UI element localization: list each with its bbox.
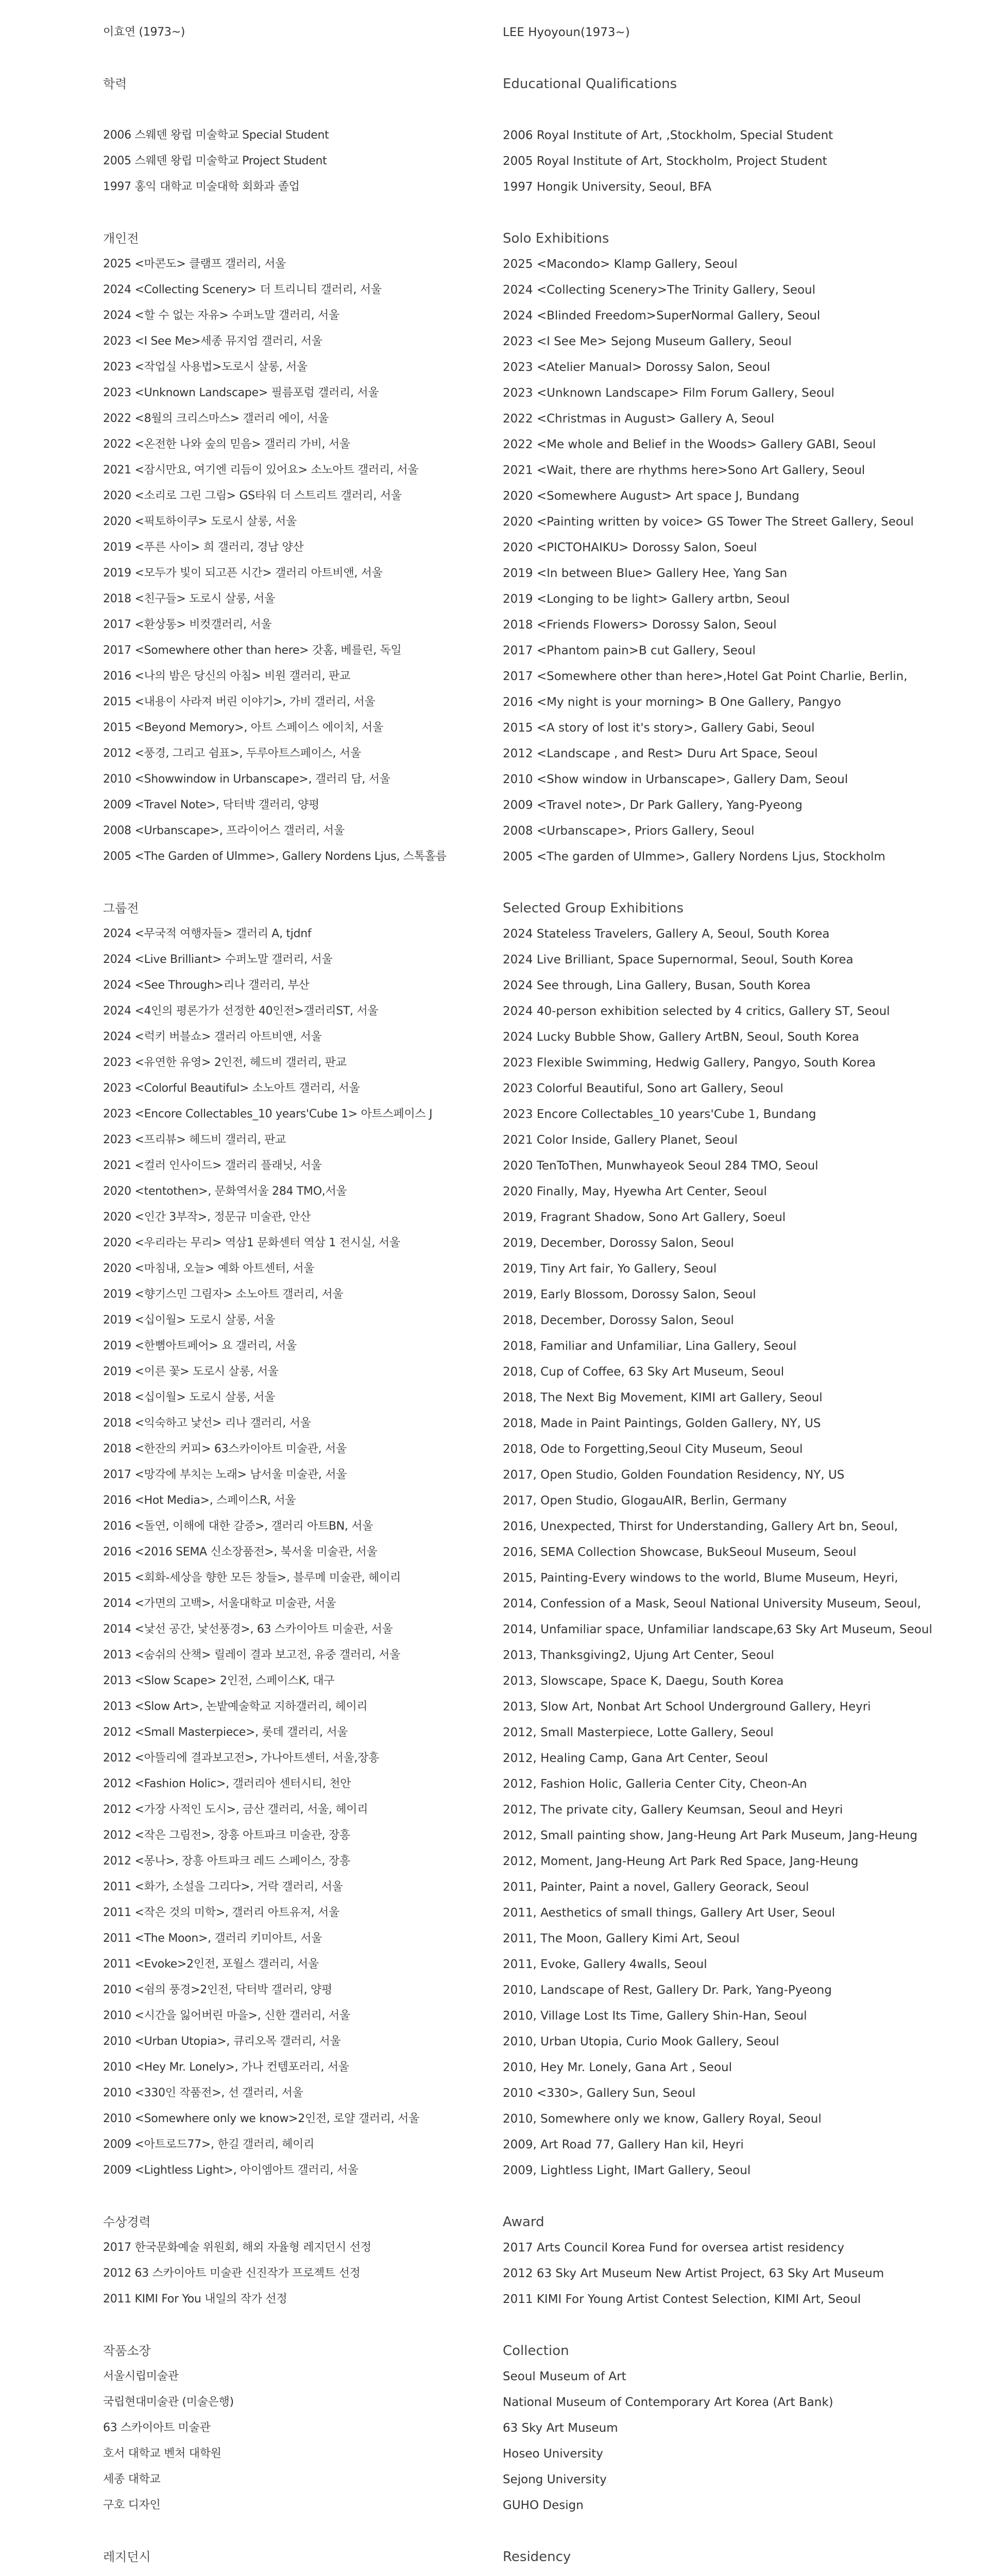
spacer <box>103 2570 494 2576</box>
section-heading: Selected Group Exhibitions <box>503 901 684 916</box>
cv-entry: 2015, Painting-Every windows to the world, Blume Museum, Heyri, <box>503 1571 898 1585</box>
cv-entry: 2017 Arts Council Korea Fund for oversea artist residency <box>503 2241 845 2255</box>
cv-entry: 2018 <Friends Flowers> Dorossy Salon, Seoul <box>503 618 777 632</box>
cv-entry: 2018, The Next Big Movement, KIMI art Gallery, Seoul <box>503 1391 823 1404</box>
cv-entry: 2020 <마침내, 오늘> 예화 아트센터, 서울 <box>103 1262 315 1275</box>
cv-entry: 2011, The Moon, Gallery Kimi Art, Seoul <box>503 1932 740 1945</box>
section-heading: Solo Exhibitions <box>503 231 609 246</box>
artist-name: LEE Hyoyoun(1973~) <box>503 26 630 39</box>
cv-entry: 국립현대미술관 (미술은행) <box>103 2396 234 2409</box>
spacer <box>103 97 494 123</box>
cv-entry: 2023 <Unknown Landscape> Film Forum Gallery, Seoul <box>503 386 834 400</box>
cv-entry: 2024 40-person exhibition selected by 4 critics, Gallery ST, Seoul <box>503 1005 890 1018</box>
cv-entry: 2013 <숨쉬의 산책> 릴레이 결과 보고전, 유중 갤러리, 서울 <box>103 1649 401 1662</box>
spacer <box>103 2312 494 2338</box>
cv-entry: 2012 63 스카이아트 미술관 신진작가 프로젝트 선정 <box>103 2267 361 2280</box>
cv-entry: 2010 <Urban Utopia>, 큐리오목 갤러리, 서울 <box>103 2035 341 2048</box>
cv-entry: 2014, Unfamiliar space, Unfamiliar landscape,63 Sky Art Museum, Seoul <box>503 1623 932 1636</box>
cv-entry: 1997 Hongik University, Seoul, BFA <box>503 180 712 194</box>
spacer <box>503 97 966 123</box>
cv-entry: 2011, Evoke, Gallery 4walls, Seoul <box>503 1958 707 1971</box>
cv-entry: 2018, Made in Paint Paintings, Golden Gallery, NY, US <box>503 1417 821 1430</box>
cv-entry: 1997 홍익 대학교 미술대학 회화과 졸업 <box>103 180 300 193</box>
cv-entry: 2013 <Slow Scape> 2인전, 스페이스K, 대구 <box>103 1674 335 1687</box>
spacer <box>103 2518 494 2544</box>
spacer <box>503 2312 966 2338</box>
cv-entry: 2010 <Somewhere only we know>2인전, 로얄 갤러리, 서울 <box>103 2112 420 2125</box>
cv-entry: 2020 <tentothen>, 문화역서울 284 TMO,서울 <box>103 1185 347 1198</box>
cv-entry: 2023 <유연한 유영> 2인전, 헤드비 갤러리, 판교 <box>103 1056 347 1069</box>
cv-entry: 2010, Village Lost Its Time, Gallery Shin-Han, Seoul <box>503 2009 807 2023</box>
cv-entry: 2015 <회화-세상을 향한 모든 창들>, 블루메 미술관, 헤이리 <box>103 1571 401 1584</box>
section-heading: Award <box>503 2214 544 2230</box>
cv-entry: 2024 Live Brilliant, Space Supernormal, Seoul, South Korea <box>503 953 854 967</box>
cv-entry: 2019 <푸른 사이> 희 갤러리, 경남 양산 <box>103 541 304 554</box>
cv-entry: 2005 Royal Institute of Art, Stockholm, Project Student <box>503 155 827 168</box>
section-heading: 학력 <box>103 77 127 91</box>
cv-entry: 2010 <330>, Gallery Sun, Seoul <box>503 2087 696 2100</box>
cv-entry: 2023 Encore Collectables_10 years'Cube 1, Bundang <box>503 1108 816 1121</box>
cv-entry: 2011 <화가, 소설을 그리다>, 거락 갤러리, 서울 <box>103 1880 343 1893</box>
cv-entry: 2012 <풍경, 그리고 쉼표>, 두루아트스페이스, 서울 <box>103 747 361 760</box>
cv-entry: 2012, Small painting show, Jang-Heung Art Park Museum, Jang-Heung <box>503 1829 918 1842</box>
cv-entry: 2013, Thanksgiving2, Ujung Art Center, Seoul <box>503 1649 774 1662</box>
cv-entry: 2010 <330인 작품전>, 선 갤러리, 서울 <box>103 2087 303 2099</box>
cv-entry: 2017 <망각에 부치는 노래> 남서울 미술관, 서울 <box>103 1468 347 1481</box>
spacer <box>103 200 494 226</box>
section-heading: 작품소장 <box>103 2344 151 2358</box>
spacer <box>103 45 494 71</box>
cv-entry: 2010 <Showwindow in Urbanscape>, 갤러리 담, 서울 <box>103 773 390 786</box>
cv-entry: 2020 <우리라는 무리> 역삼1 문화센터 역삼 1 전시실, 서울 <box>103 1236 400 1249</box>
cv-entry: 2022 <Christmas in August> Gallery A, Seoul <box>503 412 775 426</box>
cv-entry: 2012 <Fashion Holic>, 갤러리아 센터시티, 천안 <box>103 1777 351 1790</box>
cv-entry: 2017 <Somewhere other than here>,Hotel Gat Point Charlie, Berlin, <box>503 670 908 683</box>
cv-entry: 2017, Open Studio, GlogauAIR, Berlin, Germany <box>503 1494 787 1507</box>
cv-entry: 2012, Fashion Holic, Galleria Center City, Cheon-An <box>503 1777 807 1791</box>
cv-entry: 2022 <온전한 나와 숲의 믿음> 갤러리 가비, 서울 <box>103 438 350 451</box>
english-column <box>503 20 966 2576</box>
cv-entry: 2019, December, Dorossy Salon, Seoul <box>503 1236 734 1250</box>
cv-entry: GUHO Design <box>503 2499 584 2512</box>
cv-entry: 2020 <인간 3부작>, 정문규 미술관, 안산 <box>103 1211 311 1224</box>
cv-entry: 2012 <작은 그림전>, 장흥 아트파크 미술관, 장흥 <box>103 1829 350 1842</box>
cv-entry: 2017 한국문화예술 위원회, 해외 자율형 레지던시 선정 <box>103 2241 371 2254</box>
cv-entry: 2017, Open Studio, Golden Foundation Residency, NY, US <box>503 1468 845 1482</box>
cv-entry: 2018 <십이월> 도로시 살롱, 서울 <box>103 1391 276 1404</box>
cv-entry: 2020 Finally, May, Hyewha Art Center, Seoul <box>503 1185 767 1198</box>
cv-entry: 2023 <Atelier Manual> Dorossy Salon, Seoul <box>503 361 771 374</box>
spacer <box>503 45 966 71</box>
section-heading: 그룹전 <box>103 901 139 916</box>
cv-entry: 2009 <Travel Note>, 닥터박 갤러리, 양평 <box>103 799 320 811</box>
cv-entry: 2012 <아뜰리에 결과보고전>, 가나아트센터, 서울,장흥 <box>103 1752 379 1765</box>
cv-entry: 2019, Tiny Art fair, Yo Gallery, Seoul <box>503 1262 717 1276</box>
cv-entry: 2015 <A story of lost it's story>, Gallery Gabi, Seoul <box>503 721 815 735</box>
cv-entry: 2018, Familiar and Unfamiliar, Lina Gallery, Seoul <box>503 1340 797 1353</box>
cv-entry: 2024 <Collecting Scenery> 더 트리니티 갤러리, 서울 <box>103 283 382 296</box>
cv-entry: 2019 <Longing to be light> Gallery artbn, Seoul <box>503 592 790 606</box>
cv-entry: National Museum of Contemporary Art Korea (Art Bank) <box>503 2396 833 2409</box>
section-heading: 개인전 <box>103 231 139 246</box>
cv-entry: 2024 <Blinded Freedom>SuperNormal Gallery, Seoul <box>503 309 821 323</box>
cv-entry: 2011, Aesthetics of small things, Gallery Art User, Seoul <box>503 1906 835 1920</box>
cv-entry: 2021 <잠시만요, 여기엔 리듬이 있어요> 소노아트 갤러리, 서울 <box>103 464 419 477</box>
cv-entry: 2012 <Small Masterpiece>, 롯데 갤러리, 서울 <box>103 1726 348 1739</box>
cv-entry: 2011 <The Moon>, 갤러리 키미아트, 서울 <box>103 1932 322 1945</box>
cv-entry: Hoseo University <box>503 2447 603 2461</box>
cv-entry: 2016 <2016 SEMA 신소장품전>, 북서울 미술관, 서울 <box>103 1546 378 1558</box>
cv-entry: 2019 <십이월> 도로시 살롱, 서울 <box>103 1314 276 1327</box>
cv-entry: 2019, Early Blossom, Dorossy Salon, Seoul <box>503 1288 756 1301</box>
cv-entry: 2012, Moment, Jang-Heung Art Park Red Space, Jang-Heung <box>503 1855 859 1868</box>
cv-entry: 2025 <마콘도> 클램프 갤러리, 서울 <box>103 258 286 270</box>
cv-entry: 2023 <Unknown Landscape> 필름포럼 갤러리, 서울 <box>103 386 379 399</box>
cv-entry: 2024 <4인의 평론가가 선정한 40인전>갤러리ST, 서울 <box>103 1005 379 1018</box>
cv-entry: 2020 TenToThen, Munwhayeok Seoul 284 TMO, Seoul <box>503 1159 819 1173</box>
spacer <box>103 870 494 895</box>
cv-entry: 2023 <I See Me> Sejong Museum Gallery, Seoul <box>503 335 792 348</box>
cv-entry: 2024 <럭키 버블쇼> 갤러리 아트비앤, 서울 <box>103 1030 322 1043</box>
cv-entry: 2019 <모두가 빛이 되고픈 시간> 갤러리 아트비앤, 서울 <box>103 567 383 580</box>
cv-entry: 2024 See through, Lina Gallery, Busan, South Korea <box>503 979 811 992</box>
cv-entry: 2010 <쉼의 풍경>2인전, 닥터박 갤러리, 양평 <box>103 1984 332 1996</box>
section-heading: Educational Qualifications <box>503 76 677 92</box>
cv-entry: 2018 <익숙하고 낯선> 리나 갤러리, 서울 <box>103 1417 311 1430</box>
cv-entry: 2023 Colorful Beautiful, Sono art Gallery, Seoul <box>503 1082 783 1095</box>
cv-entry: 2011 KIMI For You 내일의 작가 선정 <box>103 2293 287 2306</box>
cv-entry: 2023 <Colorful Beautiful> 소노아트 갤러리, 서울 <box>103 1082 360 1095</box>
cv-entry: 2010 <Hey Mr. Lonely>, 가나 컨템포러리, 서울 <box>103 2061 349 2074</box>
cv-entry: 2016 <Hot Media>, 스페이스R, 서울 <box>103 1494 296 1507</box>
cv-entry: 2012 <Landscape , and Rest> Duru Art Space, Seoul <box>503 747 818 760</box>
cv-entry: 2022 <Me whole and Belief in the Woods> Gallery GABI, Seoul <box>503 438 876 451</box>
cv-entry: 2018, Ode to Forgetting,Seoul City Museum, Seoul <box>503 1443 803 1456</box>
cv-entry: 2011 <작은 것의 미학>, 갤러리 아트유저, 서울 <box>103 1906 339 1919</box>
cv-entry: 2024 <Collecting Scenery>The Trinity Gallery, Seoul <box>503 283 816 297</box>
cv-entry: 2024 <See Through>리나 갤러리, 부산 <box>103 979 310 992</box>
cv-entry: 2009 <Lightless Light>, 아이엠아트 갤러리, 서울 <box>103 2164 359 2177</box>
cv-entry: 2012, Healing Camp, Gana Art Center, Seoul <box>503 1752 768 1765</box>
cv-entry: 2016 <My night is your morning> B One Gallery, Pangyo <box>503 696 841 709</box>
cv-entry: 2010, Urban Utopia, Curio Mook Gallery, Seoul <box>503 2035 779 2048</box>
cv-entry: 2011 <Evoke>2인전, 포월스 갤러리, 서울 <box>103 1958 319 1971</box>
cv-entry: 2019 <이른 꽃> 도로시 살롱, 서울 <box>103 1365 279 1378</box>
cv-entry: 2010 <시간을 잃어버린 마을>, 신한 갤러리, 서울 <box>103 2009 350 2022</box>
spacer <box>503 870 966 895</box>
cv-entry: 2023 <작업실 사용법>도로시 살롱, 서울 <box>103 361 308 374</box>
spacer <box>103 2183 494 2209</box>
cv-entry: 2008 <Urbanscape>, 프라이어스 갤러리, 서울 <box>103 824 345 837</box>
cv-entry: 2023 <Encore Collectables_10 years'Cube 1> 아트스페이스 J <box>103 1108 433 1121</box>
cv-entry: 2006 스웨덴 왕립 미술학교 Special Student <box>103 129 329 142</box>
korean-column <box>103 20 494 2576</box>
cv-entry: 2020 <Painting written by voice> GS Tower The Street Gallery, Seoul <box>503 515 914 529</box>
cv-entry: 2023 <I See Me>세종 뮤지엄 갤러리, 서울 <box>103 335 322 348</box>
cv-entry: 2010, Landscape of Rest, Gallery Dr. Park, Yang-Pyeong <box>503 1984 832 1997</box>
spacer <box>503 2183 966 2209</box>
cv-entry: 2005 스웨덴 왕립 미술학교 Project Student <box>103 155 327 167</box>
cv-entry: 2018, Cup of Coffee, 63 Sky Art Museum, Seoul <box>503 1365 785 1379</box>
cv-entry: 2009, Art Road 77, Gallery Han kil, Heyri <box>503 2138 744 2151</box>
artist-name: 이효연 (1973~) <box>103 26 185 39</box>
cv-entry: 2017 <Somewhere other than here> 갓홈, 베를린, 독일 <box>103 644 402 657</box>
cv-entry: 2018 <한잔의 커피> 63스카이아트 미술관, 서울 <box>103 1443 347 1455</box>
cv-entry: 2008 <Urbanscape>, Priors Gallery, Seoul <box>503 824 755 838</box>
cv-entry: 2010, Somewhere only we know, Gallery Royal, Seoul <box>503 2112 822 2126</box>
cv-entry: 2012 <몽나>, 장흥 아트파크 레드 스페이스, 장흥 <box>103 1855 350 1868</box>
cv-entry: 2011 KIMI For Young Artist Contest Selection, KIMI Art, Seoul <box>503 2293 861 2306</box>
cv-entry: 2016, SEMA Collection Showcase, BukSeoul Museum, Seoul <box>503 1546 857 1559</box>
cv-entry: 2006 Royal Institute of Art, ,Stockholm, Special Student <box>503 129 833 142</box>
cv-entry: 2016, Unexpected, Thirst for Understanding, Gallery Art bn, Seoul, <box>503 1520 898 1533</box>
cv-entry: 2015 <내용이 사라져 버린 이야기>, 가비 갤러리, 서울 <box>103 696 376 708</box>
cv-entry: 2013, Slow Art, Nonbat Art School Underground Gallery, Heyri <box>503 1700 871 1714</box>
cv-entry: 2009, Lightless Light, IMart Gallery, Seoul <box>503 2164 751 2177</box>
cv-entry: 2019 <향기스민 그림자> 소노아트 갤러리, 서울 <box>103 1288 344 1301</box>
cv-entry: 2012 <가장 사적인 도시>, 금산 갤러리, 서울, 헤이리 <box>103 1803 368 1816</box>
cv-entry: 2020 <픽토하이쿠> 도로시 살롱, 서울 <box>103 515 297 528</box>
cv-entry: 2020 <PICTOHAIKU> Dorossy Salon, Soeul <box>503 541 757 554</box>
cv-entry: 구호 디자인 <box>103 2499 161 2512</box>
cv-entry: 2011, Painter, Paint a novel, Gallery Georack, Seoul <box>503 1880 809 1894</box>
section-heading: 레지던시 <box>103 2550 151 2564</box>
cv-entry: 2012, The private city, Gallery Keumsan, Seoul and Heyri <box>503 1803 843 1817</box>
cv-entry: 2014 <가면의 고백>, 서울대학교 미술관, 서울 <box>103 1597 336 1610</box>
section-heading: 수상경력 <box>103 2215 151 2229</box>
cv-entry: 2024 <Live Brilliant> 수퍼노말 갤러리, 서울 <box>103 953 333 966</box>
cv-entry: 2014, Confession of a Mask, Seoul National University Museum, Seoul, <box>503 1597 922 1611</box>
cv-entry: 2023 <프리뷰> 헤드비 갤러리, 판교 <box>103 1133 286 1146</box>
spacer <box>503 2570 966 2576</box>
cv-entry: 2022 <8월의 크리스마스> 갤러리 에이, 서울 <box>103 412 329 425</box>
cv-entry: 63 Sky Art Museum <box>503 2421 618 2435</box>
cv-entry: 63 스카이아트 미술관 <box>103 2421 211 2434</box>
cv-entry: 2019 <In between Blue> Gallery Hee, Yang San <box>503 567 788 580</box>
cv-entry: 2024 <무국적 여행자들> 갤러리 A, tjdnf <box>103 927 312 940</box>
spacer <box>503 200 966 226</box>
cv-entry: 2009 <Travel note>, Dr Park Gallery, Yang-Pyeong <box>503 799 803 812</box>
spacer <box>503 2518 966 2544</box>
section-heading: Residency <box>503 2549 571 2565</box>
cv-entry: 2010 <Show window in Urbanscape>, Gallery Dam, Seoul <box>503 773 848 786</box>
cv-entry: 2023 Flexible Swimming, Hedwig Gallery, Pangyo, South Korea <box>503 1056 876 1070</box>
cv-entry: 2024 Lucky Bubble Show, Gallery ArtBN, Seoul, South Korea <box>503 1030 859 1044</box>
cv-entry: 2005 <The garden of Ulmme>, Gallery Nordens Ljus, Stockholm <box>503 850 885 863</box>
cv-entry: 2014 <낯선 공간, 낯선풍경>, 63 스카이아트 미술관, 서울 <box>103 1623 393 1636</box>
cv-entry: 2024 <할 수 없는 자유> 수퍼노말 갤러리, 서울 <box>103 309 339 322</box>
cv-entry: 2015 <Beyond Memory>, 아트 스페이스 에이치, 서울 <box>103 721 383 734</box>
cv-entry: Seoul Museum of Art <box>503 2370 626 2383</box>
cv-entry: 2021 <컬러 인사이드> 갤러리 플래닛, 서울 <box>103 1159 322 1172</box>
cv-entry: 2024 Stateless Travelers, Gallery A, Seoul, South Korea <box>503 927 830 941</box>
cv-entry: 2005 <The Garden of Ulmme>, Gallery Nordens Ljus, 스톡홀름 <box>103 850 447 863</box>
cv-entry: 2020 <Somewhere August> Art space J, Bundang <box>503 489 799 503</box>
cv-entry: 2012, Small Masterpiece, Lotte Gallery, Seoul <box>503 1726 774 1739</box>
cv-entry: 2019, Fragrant Shadow, Sono Art Gallery, Soeul <box>503 1211 786 1224</box>
cv-entry: 2025 <Macondo> Klamp Gallery, Seoul <box>503 258 738 271</box>
cv-entry: 2010, Hey Mr. Lonely, Gana Art , Seoul <box>503 2061 732 2074</box>
cv-entry: 2021 <Wait, there are rhythms here>Sono Art Gallery, Seoul <box>503 464 865 477</box>
cv-entry: 2016 <나의 밤은 당신의 아침> 비원 갤러리, 판교 <box>103 670 350 683</box>
cv-entry: 2009 <아트로드77>, 한길 갤러리, 헤이리 <box>103 2138 315 2151</box>
cv-entry: 2020 <소리로 그린 그림> GS타워 더 스트리트 갤러리, 서울 <box>103 489 402 502</box>
cv-entry: 세종 대학교 <box>103 2473 161 2486</box>
cv-entry: 서울시립미술관 <box>103 2370 179 2383</box>
cv-entry: 2021 Color Inside, Gallery Planet, Seoul <box>503 1133 738 1147</box>
cv-entry: 2019 <한뼘아트페어> 요 갤러리, 서울 <box>103 1340 297 1352</box>
cv-entry: 호서 대학교 벤처 대학원 <box>103 2447 221 2460</box>
cv-entry: 2018, December, Dorossy Salon, Seoul <box>503 1314 734 1327</box>
cv-entry: 2017 <Phantom pain>B cut Gallery, Seoul <box>503 644 756 657</box>
cv-entry: 2018 <친구들> 도로시 살롱, 서울 <box>103 592 276 605</box>
cv-entry: 2013 <Slow Art>, 논밭예술학교 지하갤러리, 헤이리 <box>103 1700 368 1713</box>
cv-entry: 2017 <환상통> 비컷갤러리, 서울 <box>103 618 272 631</box>
cv-entry: 2013, Slowscape, Space K, Daegu, South Korea <box>503 1674 784 1688</box>
cv-entry: 2012 63 Sky Art Museum New Artist Project, 63 Sky Art Museum <box>503 2267 884 2280</box>
cv-entry: Sejong University <box>503 2473 607 2486</box>
cv-entry: 2016 <돌연, 이해에 대한 갈증>, 갤러리 아트BN, 서울 <box>103 1520 373 1533</box>
section-heading: Collection <box>503 2343 569 2359</box>
